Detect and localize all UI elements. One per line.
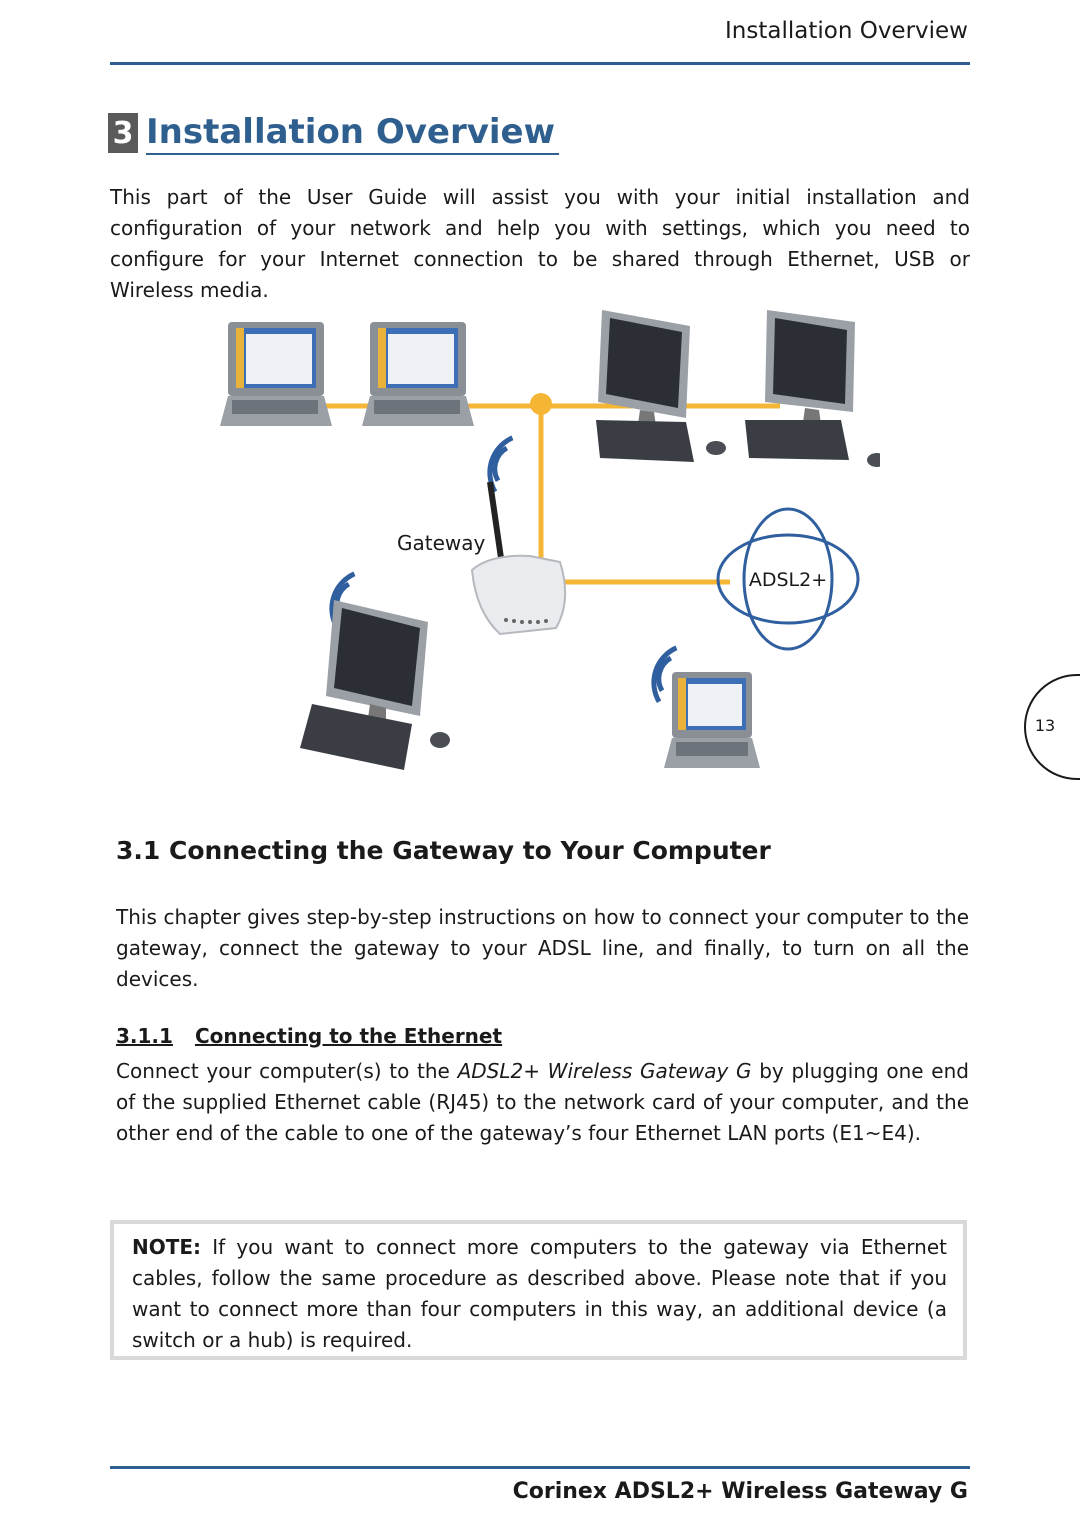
subsection-paragraph	[116, 1056, 969, 1149]
header-rule	[110, 62, 970, 65]
subsection-number: 3.1.1	[116, 1024, 173, 1048]
laptop-icon	[664, 672, 760, 768]
body-text: by plugging one end of the supplied Ethernet cable (RJ45) to the network card of your computer, and the other end of the cable to one of the gateway’s four Ethernet LAN ports (E1~E4).	[116, 1059, 969, 1145]
chapter-title: Installation Overview	[146, 111, 559, 155]
subsection-title: Connecting to the Ethernet	[194, 1024, 503, 1048]
running-footer: Corinex ADSL2+ Wireless Gateway G	[512, 1479, 968, 1504]
note-text	[132, 1232, 947, 1356]
desktop-computer-icon	[745, 310, 880, 467]
intro-paragraph: This part of the User Guide will assist you with your initial installation and configuration of your network and help you with settings, which you need to configure for your Internet connection to be shared through Ethernet, USB or Wireless media.	[110, 185, 970, 302]
note-label: NOTE:	[132, 1235, 202, 1259]
subsection-heading	[116, 1024, 502, 1048]
section-intro-paragraph: This chapter gives step-by-step instructions on how to connect your computer to the gateway, connect the gateway to your ADSL line, and finally, to turn on all the devices.	[116, 905, 969, 991]
running-header: Installation Overview	[725, 18, 968, 44]
adsl-label: ADSL2+	[748, 569, 828, 591]
desktop-computer-icon	[596, 310, 726, 462]
wireless-signal-icon	[476, 438, 531, 492]
footer-rule	[110, 1466, 970, 1469]
section-heading: 3.1 Connecting the Gateway to Your Computer	[116, 836, 771, 865]
router-icon	[472, 482, 565, 634]
body-text: Connect your computer(s) to the	[116, 1059, 458, 1083]
note-body: If you want to connect more computers to the gateway via Ethernet cables, follow the same procedure as described above. Please note that if you want to connect more than four computers in this way, an additional device (a switch or a hub) is required.	[132, 1235, 947, 1352]
gateway-label: Gateway	[397, 531, 486, 555]
product-name: ADSL2+ Wireless Gateway G	[457, 1059, 752, 1083]
page-number: 13	[1034, 716, 1056, 735]
chapter-heading	[108, 110, 559, 156]
chapter-number: 3	[108, 113, 138, 153]
network-diagram	[200, 300, 880, 780]
desktop-computer-icon	[300, 600, 450, 770]
laptop-icon	[362, 322, 474, 426]
cable-junction	[530, 393, 552, 415]
laptop-icon	[220, 322, 332, 426]
